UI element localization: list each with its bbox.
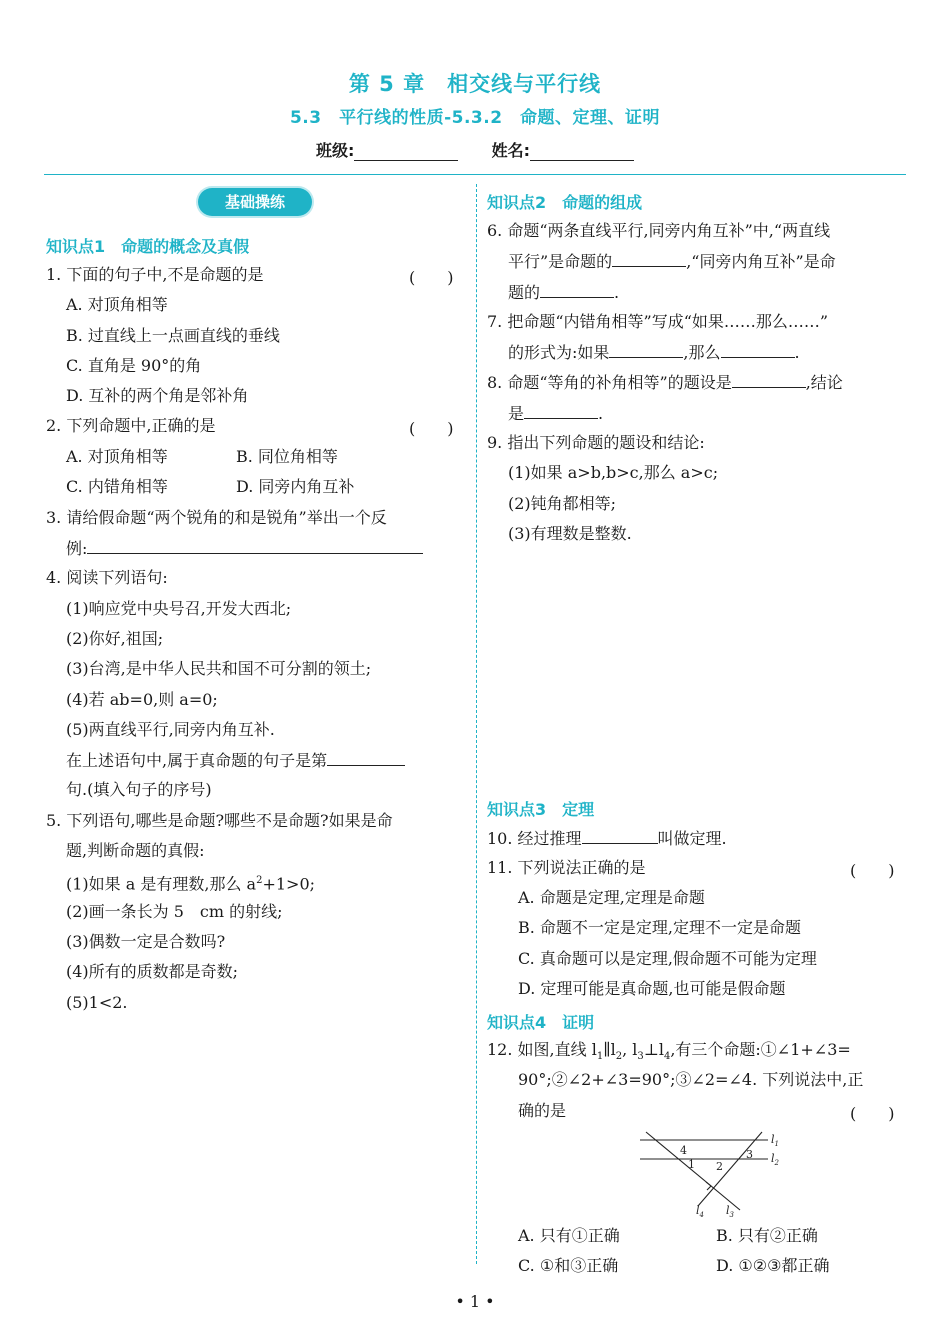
q5-line2: 题,判断命题的真假: [66,841,205,860]
q4-sentence-5: (5)两直线平行,同旁内角互补. [66,720,275,739]
q2-option-b: B. 同位角相等 [236,447,338,466]
q6-line3 [508,282,619,303]
q2-stem: 2. 下列命题中,正确的是 [46,416,216,435]
q4-stem: 4. 阅读下列语句: [46,568,168,587]
q5-line1: 5. 下列语句,哪些是命题?哪些不是命题?如果是命 [46,811,393,830]
q12-sub-1: 1 [596,1051,604,1063]
q3-label: 例: [66,539,88,558]
q12-line1-b: ∥l [603,1040,616,1059]
q6-line3-text: 题的 [508,283,541,302]
q4-answer-blank[interactable] [327,750,405,766]
q6-line2 [508,251,836,272]
q1-option-b: B. 过直线上一点画直线的垂线 [66,326,280,345]
q12-line1-d: ⊥l [643,1040,664,1059]
q9-sentence-3: (3)有理数是整数. [508,524,632,543]
q12-sub-2: 2 [615,1051,623,1063]
q12-option-b: B. 只有②正确 [716,1226,818,1245]
q7-blank-1[interactable] [609,342,683,358]
q4-sentence-3: (3)台湾,是中华人民共和国不可分割的领土; [66,659,372,678]
knowledge-point-3: 知识点3 定理 [487,800,595,819]
angle-label-2: 2 [716,1160,723,1173]
q11-answer-paren[interactable]: ( ) [850,861,895,880]
q1-stem: 1. 下面的句子中,不是命题的是 [46,265,264,284]
q12-line3: 确的是 [518,1101,567,1120]
q11-option-c: C. 真命题可以是定理,假命题不可能为定理 [518,949,817,968]
q3-answer-blank[interactable] [87,538,423,554]
q7-line2-tail: . [794,343,800,362]
q12-figure [636,1128,786,1218]
q11-option-a: A. 命题是定理,定理是命题 [518,888,705,907]
q5-s1-text: (1)如果 a 是有理数,那么 a [66,874,257,894]
q4-ask-text: 在上述语句中,属于真命题的句子是第 [66,751,328,770]
q4-ask-line2: 句.(填入句子的序号) [66,780,212,799]
q12-answer-paren[interactable]: ( ) [850,1104,895,1123]
q12-line1-a: 12. 如图,直线 l [487,1040,597,1059]
q7-line2-text: 的形式为:如果 [508,343,610,362]
angle-label-4: 4 [680,1144,687,1157]
q9-sentence-2: (2)钝角都相等; [508,494,617,513]
q12-option-a: A. 只有①正确 [518,1226,620,1245]
q5-s1-exponent: 2 [256,875,263,886]
q8-blank-1[interactable] [732,372,806,388]
q3-line1: 3. 请给假命题“两个锐角的和是锐角”举出一个反 [46,508,387,527]
q5-sentence-5: (5)1<2. [66,993,128,1012]
q12-option-c: C. ①和③正确 [518,1256,619,1275]
label-l3: $l_3$ [726,1204,734,1218]
q9-sentence-1: (1)如果 a>b,b>c,那么 a>c; [508,463,719,482]
q12-line1-e: ,有三个命题:①∠1+∠3= [670,1040,851,1059]
q6-blank-2[interactable] [540,282,614,298]
knowledge-point-2: 知识点2 命题的组成 [487,193,643,212]
q4-ask-line1 [66,750,405,771]
q2-answer-paren[interactable]: ( ) [409,419,454,438]
angle-label-3: 3 [746,1148,753,1161]
name-label: 姓名: [491,141,530,160]
q8-line1-tail: ,结论 [805,373,843,392]
column-divider [476,184,477,1264]
q8-line2-tail: . [598,404,604,423]
line-l4 [646,1132,740,1210]
q4-sentence-4: (4)若 ab=0,则 a=0; [66,690,218,709]
q12-option-d: D. ①②③都正确 [716,1256,830,1275]
q9-stem: 9. 指出下列命题的题设和结论: [487,433,705,452]
q6-line2-tail: ,“同旁内角互补”是命 [686,252,836,271]
q2-option-c: C. 内错角相等 [66,477,168,496]
q4-sentence-1: (1)响应党中央号召,开发大西北; [66,599,292,618]
q12-line2: 90°;②∠2+∠3=90°;③∠2=∠4. 下列说法中,正 [518,1070,864,1089]
q11-option-b: B. 命题不一定是定理,定理不一定是命题 [518,918,802,937]
q8-line1-text: 8. 命题“等角的补角相等”的题设是 [487,373,732,392]
q2-option-a: A. 对顶角相等 [66,447,168,466]
q6-line3-tail: . [614,283,620,302]
q7-line2 [508,342,800,363]
q6-blank-1[interactable] [612,251,686,267]
q12-sub-3: 3 [637,1051,644,1063]
class-label: 班级: [316,141,355,160]
q6-line2-text: 平行”是命题的 [508,252,613,271]
q8-blank-2[interactable] [524,403,598,419]
q7-line1: 7. 把命题“内错角相等”写成“如果……那么……” [487,312,829,331]
q12-line1-c: , l [622,1040,638,1059]
label-l4: $l_4$ [696,1204,704,1218]
q10-blank[interactable] [582,828,658,844]
section-title: 5.3 平行线的性质-5.3.2 命题、定理、证明 [289,108,661,128]
q8-line2 [508,403,603,424]
name-blank[interactable] [530,144,634,161]
q2-option-d: D. 同旁内角互补 [236,477,355,496]
q5-sentence-3: (3)偶数一定是合数吗? [66,932,226,951]
basic-practice-badge: 基础操练 [198,188,312,216]
q10-text: 10. 经过推理 [487,829,582,848]
angle-label-1: 1 [688,1158,695,1171]
q1-option-a: A. 对顶角相等 [66,295,168,314]
q5-sentence-4: (4)所有的质数都是奇数; [66,962,239,981]
line-l3 [698,1132,762,1206]
student-info-row [0,138,950,161]
q11-option-d: D. 定理可能是真命题,也可能是假命题 [518,979,786,998]
q5-sentence-1 [66,871,315,894]
knowledge-point-1: 知识点1 命题的概念及真假 [46,237,250,256]
q7-line2-mid: ,那么 [683,343,721,362]
chapter-title: 第 5 章 相交线与平行线 [348,72,602,96]
q6-line1: 6. 命题“两条直线平行,同旁内角互补”中,“两直线 [487,221,831,240]
class-blank[interactable] [354,144,458,161]
header-rule [44,174,906,175]
q1-answer-paren[interactable]: ( ) [409,268,454,287]
q12-line1 [487,1040,851,1067]
q1-option-c: C. 直角是 90°的角 [66,356,202,375]
q10-line [487,828,727,849]
label-l1: $l_1$ [771,1133,779,1148]
q1-option-d: D. 互补的两个角是邻补角 [66,386,249,405]
q3-line2 [66,538,423,559]
q10-tail: 叫做定理. [657,829,727,848]
label-l2: $l_2$ [771,1152,779,1167]
q5-s1-tail: +1>0; [262,874,316,894]
knowledge-point-4: 知识点4 证明 [487,1013,595,1032]
page-number: • 1 • [455,1292,495,1311]
q7-blank-2[interactable] [721,342,795,358]
q8-line1 [487,372,843,393]
q8-line2-text: 是 [508,404,525,423]
q12-sub-4: 4 [663,1051,671,1063]
q11-stem: 11. 下列说法正确的是 [487,858,646,877]
q4-sentence-2: (2)你好,祖国; [66,629,164,648]
q5-sentence-2: (2)画一条长为 5 cm 的射线; [66,902,283,921]
